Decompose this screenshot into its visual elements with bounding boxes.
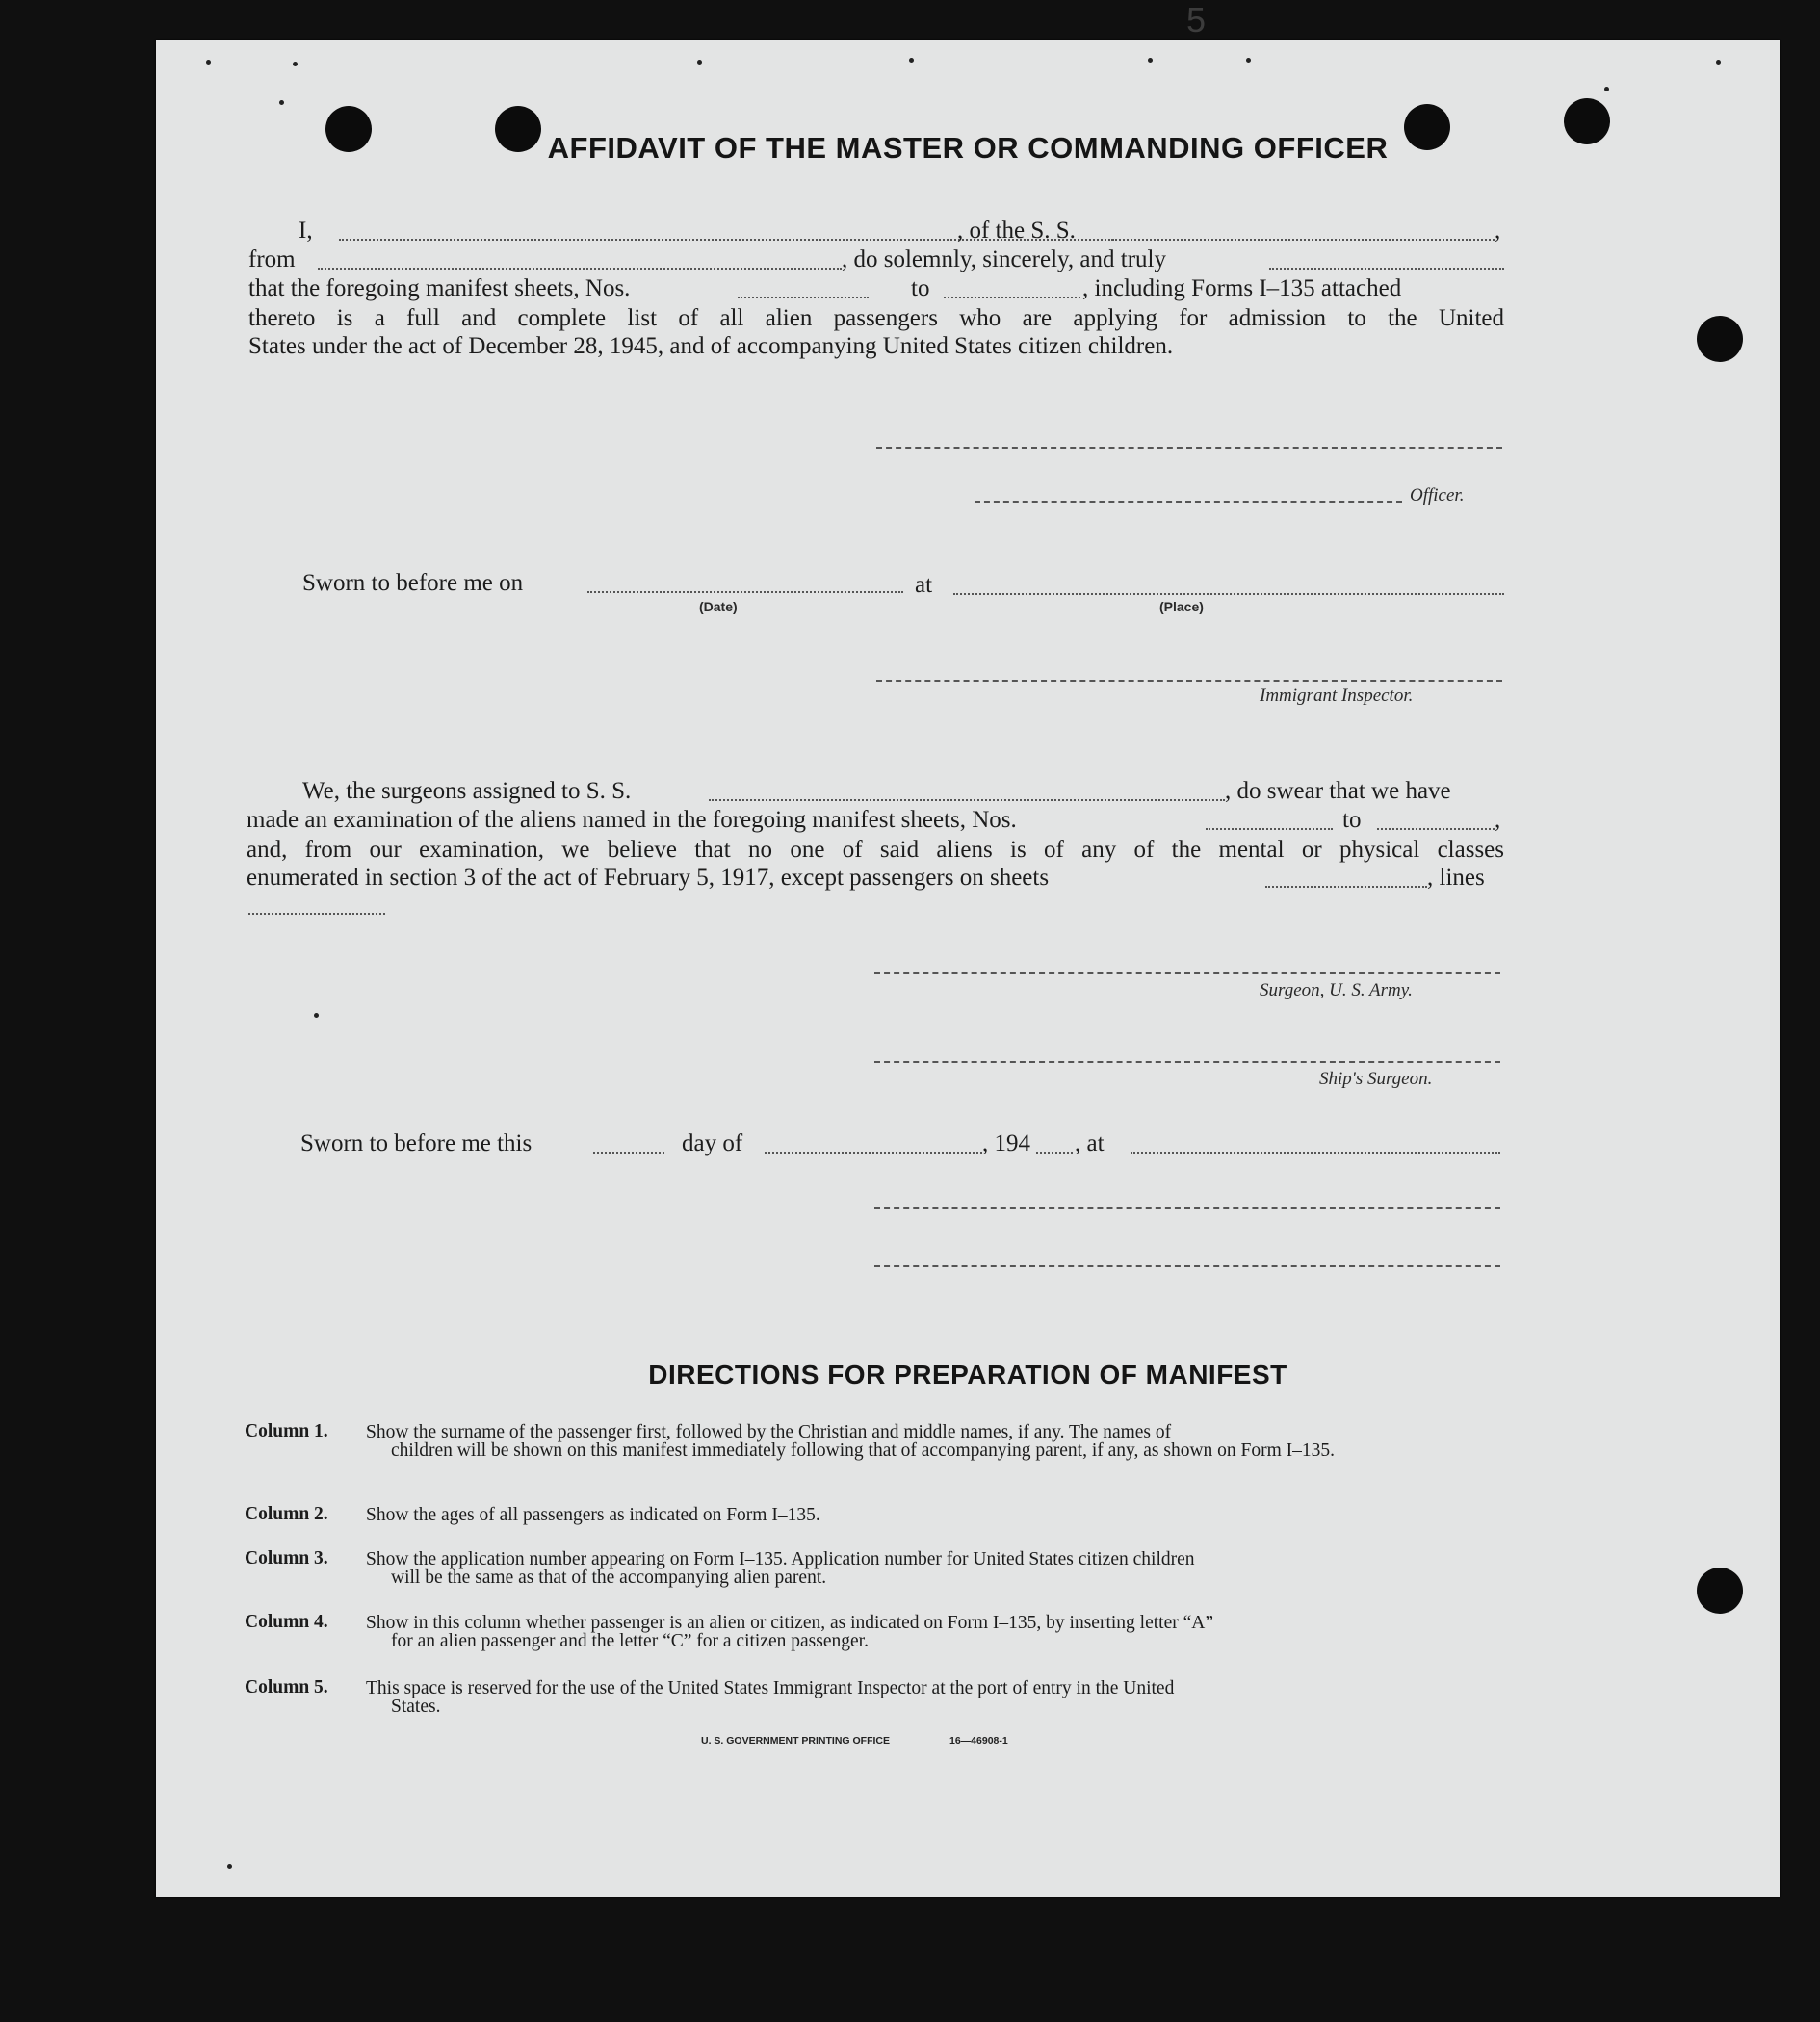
surgeons-line4: enumerated in section 3 of the act of February 5, 1917, except passengers on sheets	[247, 865, 1050, 891]
direction-continuation: for an alien passenger and the letter “C” for a citizen passenger.	[391, 1631, 869, 1651]
sworn-day-field[interactable]	[593, 1152, 664, 1154]
sworn-place-field-2[interactable]	[1131, 1152, 1500, 1154]
punch-hole	[1697, 1568, 1743, 1614]
place-caption: (Place)	[1159, 599, 1204, 614]
direction-continuation: children will be shown on this manifest immediately following that of accompanying parent, if any, as shown on Form I–135.	[391, 1440, 1336, 1461]
sworn-at-label-2: , at	[1075, 1130, 1105, 1156]
affidavit-line4: thereto is a full and complete list of all alien passengers who are applying for admission to the United	[248, 305, 1504, 331]
sworn-month-field[interactable]	[765, 1152, 982, 1154]
exam-sheet-from-field[interactable]	[1206, 828, 1333, 830]
surgeons-to: to	[1342, 807, 1362, 833]
direction-label: Column 4.	[245, 1612, 328, 1632]
direction-label: Column 2.	[245, 1504, 328, 1524]
form-sheet	[156, 40, 1780, 1897]
sworn-place-field[interactable]	[953, 593, 1504, 595]
affidavit-i: I,	[299, 218, 313, 244]
speck	[1148, 58, 1153, 63]
direction-text	[366, 1423, 1502, 1460]
affidavit-line5: States under the act of December 28, 1945, and of accompanying United States citizen children.	[248, 333, 1174, 359]
speck	[1604, 87, 1609, 91]
officer-signature-line[interactable]	[975, 501, 1402, 503]
speck	[227, 1864, 232, 1869]
speck	[1716, 60, 1721, 65]
year-label: , 194	[982, 1130, 1030, 1156]
sworn-on-label: Sworn to before me on	[302, 570, 524, 596]
direction-first-line: Show the surname of the passenger first, followed by the Christian and middle names, if any. The names of	[366, 1422, 1172, 1442]
ship-name-field[interactable]	[1111, 239, 1495, 241]
affidavit-of-ss: , of the S. S.	[957, 218, 1076, 244]
affidavit-from: from	[248, 246, 296, 272]
speck	[697, 60, 702, 65]
ship-surgeon-caption: Ship's Surgeon.	[1319, 1069, 1433, 1089]
direction-label: Column 1.	[245, 1421, 328, 1441]
speck	[314, 1013, 319, 1018]
sworn-at-label: at	[915, 572, 933, 598]
affidavit-swear: , do solemnly, sincerely, and truly	[842, 246, 1166, 272]
affidavit-line1-end: ,	[1495, 218, 1501, 244]
surgeons-line2: made an examination of the aliens named in the foregoing manifest sheets, Nos.	[247, 807, 1017, 833]
officer-caption: Officer.	[1410, 485, 1465, 506]
sheet-from-field[interactable]	[738, 297, 869, 298]
affidavit-to: to	[911, 275, 930, 301]
affidavit-sheets: that the foregoing manifest sheets, Nos.	[248, 275, 631, 301]
ship-surgeon-signature-line[interactable]	[874, 1061, 1500, 1063]
except-lines-field[interactable]	[248, 913, 385, 915]
speck	[909, 58, 914, 63]
direction-text	[366, 1679, 1502, 1716]
direction-first-line: Show the application number appearing on Form I–135. Application number for United States citizen children	[366, 1549, 1195, 1569]
sworn-date-field[interactable]	[587, 591, 903, 593]
signature-line[interactable]	[876, 447, 1502, 449]
speck	[279, 100, 284, 105]
army-surgeon-caption: Surgeon, U. S. Army.	[1260, 980, 1413, 1000]
surgeon-ship-field[interactable]	[709, 799, 1225, 801]
direction-label: Column 5.	[245, 1677, 328, 1698]
speck	[206, 60, 211, 65]
inspector-caption: Immigrant Inspector.	[1260, 686, 1414, 706]
affidavit-title: AFFIDAVIT OF THE MASTER OR COMMANDING OFFICER	[547, 131, 1389, 165]
direction-continuation: States.	[391, 1697, 441, 1717]
army-surgeon-signature-line[interactable]	[874, 972, 1500, 974]
surgeons-line3: and, from our examination, we believe that no one of said aliens is of any of the mental or physical classes	[247, 837, 1504, 863]
punch-hole	[1697, 316, 1743, 362]
direction-first-line: Show the ages of all passengers as indicated on Form I–135.	[366, 1505, 820, 1525]
surgeons-swear: , do swear that we have	[1225, 778, 1451, 804]
sheet-to-field[interactable]	[944, 297, 1080, 298]
direction-text	[366, 1506, 1502, 1524]
surgeons-lines: , lines	[1427, 865, 1485, 891]
form-code: 16—46908-1	[949, 1735, 1008, 1747]
surgeons-line2-end: ,	[1495, 807, 1501, 833]
except-sheets-field[interactable]	[1265, 886, 1427, 888]
witness-signature-line[interactable]	[874, 1207, 1500, 1209]
surgeons-start: We, the surgeons assigned to S. S.	[302, 778, 632, 804]
inspector-signature-line[interactable]	[876, 680, 1502, 682]
direction-text	[366, 1614, 1502, 1650]
direction-first-line: Show in this column whether passenger is an alien or citizen, as indicated on Form I–135, by inserting letter “A”	[366, 1613, 1213, 1633]
exam-sheet-to-field[interactable]	[1377, 828, 1495, 830]
witness-title-line[interactable]	[874, 1265, 1500, 1267]
sworn-year-field[interactable]	[1036, 1152, 1073, 1154]
affidavit-forms: , including Forms I–135 attached	[1082, 275, 1402, 301]
speck	[1246, 58, 1251, 63]
directions-title: DIRECTIONS FOR PREPARATION OF MANIFEST	[648, 1360, 1287, 1389]
affirmation-field[interactable]	[1269, 268, 1504, 270]
direction-first-line: This space is reserved for the use of the United States Immigrant Inspector at the port of entry in the United	[366, 1678, 1175, 1698]
direction-label: Column 3.	[245, 1548, 328, 1568]
direction-continuation: will be the same as that of the accompanying alien parent.	[391, 1568, 827, 1588]
speck	[293, 62, 298, 66]
direction-text	[366, 1550, 1502, 1587]
port-from-field[interactable]	[318, 268, 842, 270]
page-number: 5	[1186, 0, 1207, 39]
day-of-label: day of	[682, 1130, 743, 1156]
date-caption: (Date)	[699, 599, 738, 614]
printer-imprint: U. S. GOVERNMENT PRINTING OFFICE	[701, 1735, 891, 1747]
sworn-this-label: Sworn to before me this	[300, 1130, 533, 1156]
